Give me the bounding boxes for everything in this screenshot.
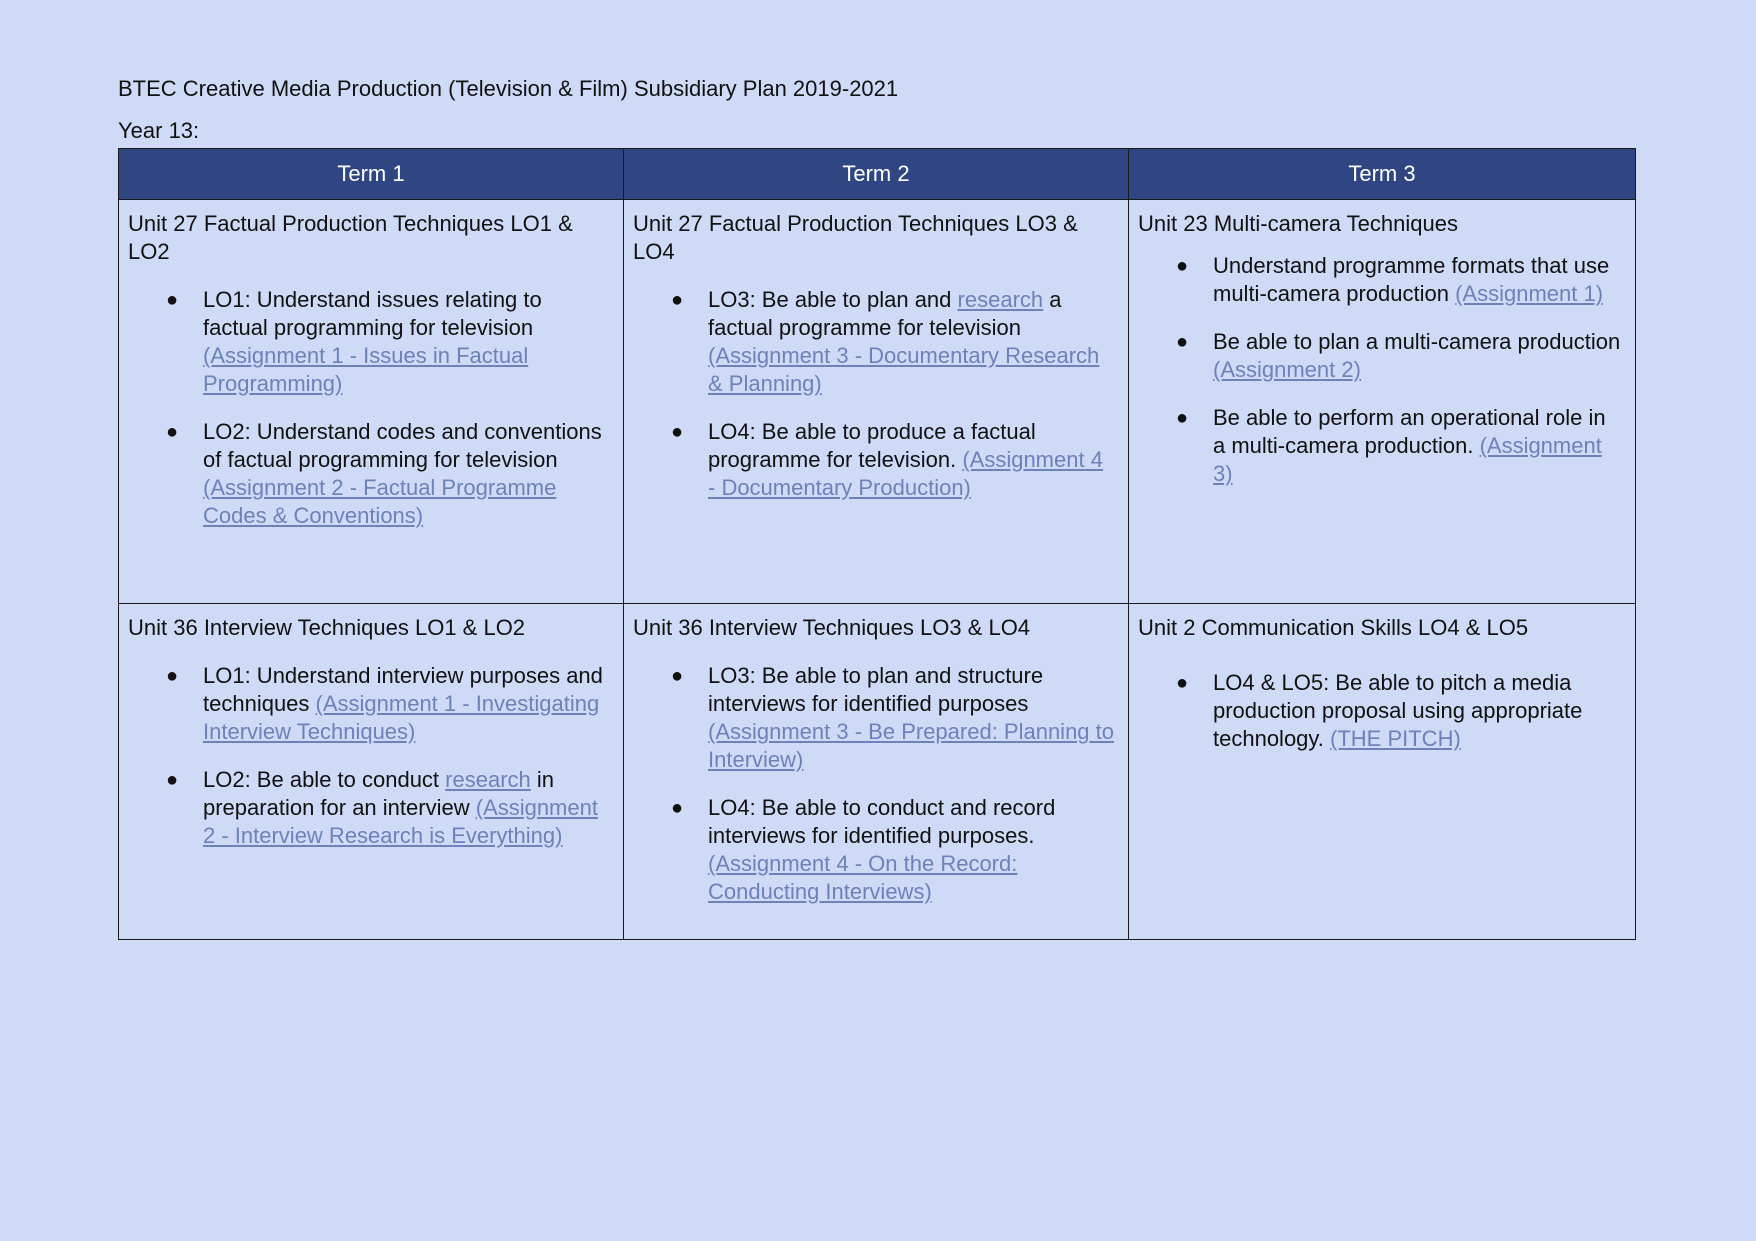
assignment-link[interactable]: (Assignment 3 - Be Prepared: Planning to Interview) (708, 719, 1115, 772)
unit-title: Unit 23 Multi-camera Techniques (1138, 211, 1458, 236)
unit-title: Unit 36 Interview Techniques LO3 & LO4 (633, 615, 1031, 640)
list-item (128, 286, 613, 398)
list-item (1138, 404, 1625, 488)
learning-outcome-list (128, 286, 613, 530)
assignment-link[interactable]: (Assignment 3) (1213, 433, 1602, 486)
assignment-link[interactable]: (Assignment 3 - Documentary Research & Planning) (708, 343, 1100, 396)
assignment-link[interactable]: (Assignment 1 - Investigating Interview Techniques) (203, 691, 600, 744)
bullet-icon: ● (671, 289, 684, 311)
list-item (633, 794, 1118, 906)
outcome-text: LO4 & LO5: Be able to pitch a media production proposal using appropriate technology. (1213, 670, 1583, 751)
bullet-icon: ● (166, 769, 179, 791)
bullet-icon: ● (166, 665, 179, 687)
header-term-3: Term 3 (1129, 149, 1636, 200)
outcome-text: LO3: Be able to plan and (708, 287, 958, 312)
assignment-link[interactable]: (Assignment 2 - Factual Programme Codes & Conventions) (203, 475, 557, 528)
assignment-link[interactable]: (Assignment 1) (1455, 281, 1604, 306)
list-item (128, 662, 613, 746)
list-item (128, 766, 613, 850)
unit-title: Unit 27 Factual Production Techniques LO3 & LO4 (633, 211, 1078, 264)
bullet-icon: ● (1176, 255, 1189, 277)
document-title: BTEC Creative Media Production (Television & Film) Subsidiary Plan 2019-2021 (118, 76, 899, 101)
assignment-link[interactable]: (Assignment 2) (1213, 357, 1361, 382)
bullet-icon: ● (671, 665, 684, 687)
cell-term3-unit2 (1129, 604, 1636, 940)
cell-term2-unit36 (624, 604, 1129, 940)
list-item (1138, 328, 1625, 384)
research-link[interactable]: research (445, 767, 531, 792)
outcome-text: in preparation for an interview (203, 767, 555, 820)
list-item (633, 418, 1118, 502)
outcome-text: a factual programme for television (708, 287, 1062, 340)
pitch-link[interactable]: (THE PITCH) (1330, 726, 1461, 751)
cell-term1-unit36 (119, 604, 624, 940)
header-term-2: Term 2 (624, 149, 1129, 200)
unit-title: Unit 2 Communication Skills LO4 & LO5 (1138, 615, 1529, 640)
unit-title: Unit 27 Factual Production Techniques LO1 & LO2 (128, 211, 573, 264)
learning-outcome-list (633, 662, 1118, 906)
subsidiary-plan-table (118, 148, 1636, 940)
assignment-link[interactable]: (Assignment 4 - Documentary Production) (708, 447, 1103, 500)
bullet-icon: ● (1176, 331, 1189, 353)
table-row (119, 604, 1636, 940)
cell-term1-unit27 (119, 200, 624, 604)
assignment-link[interactable]: (Assignment 2 - Interview Research is Everything) (203, 795, 598, 848)
learning-outcome-list (128, 662, 613, 850)
outcome-text: LO4: Be able to conduct and record interviews for identified purposes. (708, 795, 1056, 848)
cell-term2-unit27 (624, 200, 1129, 604)
list-item (633, 662, 1118, 774)
learning-outcome-list (1138, 669, 1625, 753)
list-item (128, 418, 613, 530)
outcome-text: LO2: Understand codes and conventions of factual programming for television (203, 419, 602, 472)
outcome-text: Be able to plan a multi-camera production (1213, 329, 1621, 354)
outcome-text: Understand programme formats that use multi-camera production (1213, 253, 1610, 306)
bullet-icon: ● (166, 289, 179, 311)
assignment-link[interactable]: (Assignment 4 - On the Record: Conducting Interviews) (708, 851, 1018, 904)
unit-title: Unit 36 Interview Techniques LO1 & LO2 (128, 615, 526, 640)
list-item (633, 286, 1118, 398)
learning-outcome-list (633, 286, 1118, 502)
bullet-icon: ● (671, 797, 684, 819)
outcome-text: LO1: Understand interview purposes and techniques (203, 663, 603, 716)
table-header-row (119, 149, 1636, 200)
cell-term3-unit23 (1129, 200, 1636, 604)
bullet-icon: ● (1176, 672, 1189, 694)
table-row (119, 200, 1636, 604)
list-item (1138, 252, 1625, 308)
document-page (118, 74, 1635, 940)
outcome-text: LO4: Be able to produce a factual programme for television. (708, 419, 1036, 472)
outcome-text: LO3: Be able to plan and structure interviews for identified purposes (708, 663, 1044, 716)
outcome-text: LO1: Understand issues relating to factual programming for television (203, 287, 542, 340)
bullet-icon: ● (671, 421, 684, 443)
learning-outcome-list (1138, 252, 1625, 488)
bullet-icon: ● (1176, 407, 1189, 429)
outcome-text: LO2: Be able to conduct (203, 767, 446, 792)
list-item (1138, 669, 1625, 753)
year-label: Year 13: (118, 118, 200, 143)
assignment-link[interactable]: (Assignment 1 - Issues in Factual Programming) (203, 343, 529, 396)
research-link[interactable]: research (957, 287, 1044, 312)
header-term-1: Term 1 (119, 149, 624, 200)
bullet-icon: ● (166, 421, 179, 443)
outcome-text: Be able to perform an operational role in a multi-camera production. (1213, 405, 1606, 458)
